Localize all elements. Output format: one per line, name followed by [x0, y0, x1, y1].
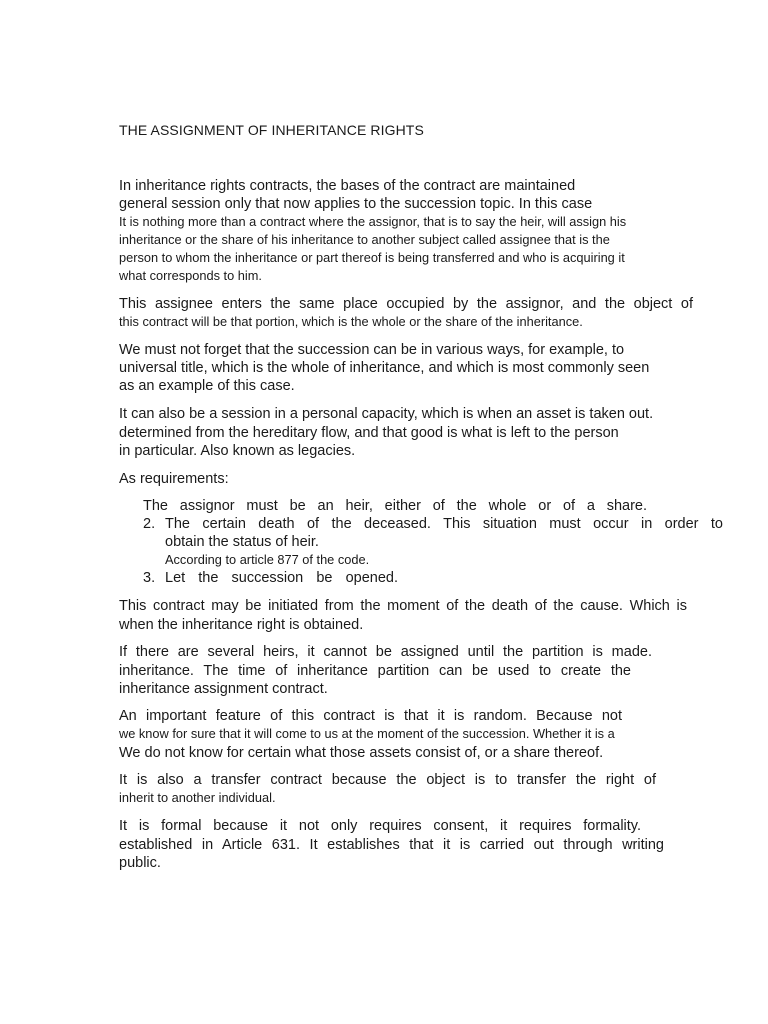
- para2-line1: This assignee enters the same place occupied by the assignor, and the object of: [119, 296, 693, 312]
- para1-line5: person to whom the inheritance or part thereof is being transferred and who is acquiring it: [119, 250, 625, 265]
- para3-line1: We must not forget that the succession can be in various ways, for example, to: [119, 342, 625, 358]
- para8-line1: It is also a transfer contract because the object is to transfer the right of: [119, 772, 656, 788]
- para1-line4: inheritance or the share of his inheritance to another subject called assignee that is the: [119, 232, 610, 247]
- requirement-item-3: Let the succession be opened.: [165, 570, 398, 586]
- requirement-item-3-number: 3.: [143, 570, 156, 586]
- para9-line1: It is formal because it not only requires consent, it requires formality.: [119, 818, 641, 834]
- requirements-heading: As requirements:: [119, 471, 229, 487]
- para4-line1: It can also be a session in a personal capacity, which is when an asset is taken out.: [119, 406, 654, 422]
- para6-line2: inheritance. The time of inheritance partition can be used to create the: [119, 663, 631, 679]
- para2-line2: this contract will be that portion, which is the whole or the share of the inheritance.: [119, 314, 583, 329]
- para1-line2: general session only that now applies to the succession topic. In this case: [119, 196, 593, 212]
- para6-line3: inheritance assignment contract.: [119, 681, 328, 697]
- para1-line1: In inheritance rights contracts, the bases of the contract are maintained: [119, 178, 576, 194]
- para4-line3: in particular. Also known as legacies.: [119, 443, 356, 459]
- para6-line1: If there are several heirs, it cannot be assigned until the partition is made.: [119, 644, 652, 660]
- para3-line3: as an example of this case.: [119, 378, 295, 394]
- para5-line1: This contract may be initiated from the moment of the death of the cause. Which is: [119, 598, 687, 614]
- para8-line2: inherit to another individual.: [119, 790, 276, 805]
- requirement-item-2-line1: The certain death of the deceased. This situation must occur in order to: [165, 516, 723, 532]
- para1-line6: what corresponds to him.: [119, 268, 262, 283]
- requirement-item-2-line2: obtain the status of heir.: [165, 534, 319, 550]
- requirement-item-1: The assignor must be an heir, either of the whole or of a share.: [143, 498, 647, 514]
- para3-line2: universal title, which is the whole of inheritance, and which is most commonly seen: [119, 360, 650, 376]
- para1-line3: It is nothing more than a contract where the assignor, that is to say the heir, will assign his: [119, 214, 627, 229]
- document-title: THE ASSIGNMENT OF INHERITANCE RIGHTS: [119, 122, 424, 138]
- para7-line3: We do not know for certain what those assets consist of, or a share thereof.: [119, 745, 604, 761]
- para9-line2: established in Article 631. It establishes that it is carried out through writing: [119, 837, 664, 853]
- para7-line2: we know for sure that it will come to us at the moment of the succession. Whether it is a: [119, 726, 615, 741]
- requirement-item-2-number: 2.: [143, 516, 156, 532]
- requirement-item-2-line3: According to article 877 of the code.: [165, 552, 370, 567]
- para5-line2: when the inheritance right is obtained.: [119, 617, 364, 633]
- para7-line1: An important feature of this contract is that it is random. Because not: [119, 708, 622, 724]
- para9-line3: public.: [119, 855, 161, 871]
- para4-line2: determined from the hereditary flow, and that good is what is left to the person: [119, 425, 619, 441]
